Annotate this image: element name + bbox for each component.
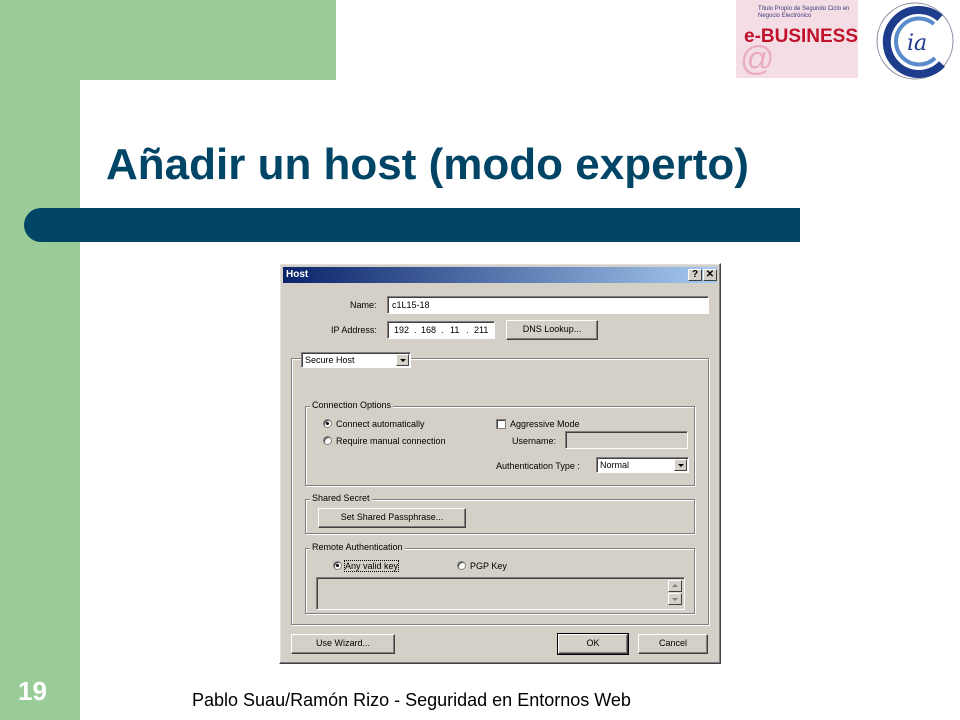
ip-octet-3: 11	[450, 325, 460, 335]
auth-type-select[interactable]	[596, 457, 689, 473]
connect-automatically-label[interactable]: Connect automatically	[336, 419, 425, 429]
chevron-down-icon[interactable]	[674, 459, 687, 471]
auth-type-label: Authentication Type :	[496, 461, 580, 471]
username-field[interactable]	[565, 431, 688, 449]
green-header-band	[0, 0, 336, 80]
aggressive-mode-label[interactable]: Aggressive Mode	[510, 419, 580, 429]
connection-options-title: Connection Options	[312, 400, 392, 410]
pgp-key-label[interactable]: PGP Key	[470, 561, 507, 571]
cancel-button[interactable]: Cancel	[638, 634, 708, 654]
footer-text: Pablo Suau/Ramón Rizo - Seguridad en Entornos Web	[192, 690, 631, 710]
any-valid-key-label[interactable]: Any valid key	[345, 561, 399, 571]
ip-address-field[interactable]	[387, 321, 495, 339]
ok-button[interactable]: OK	[558, 634, 628, 654]
manual-connection-label[interactable]: Require manual connection	[336, 436, 446, 446]
remote-auth-title: Remote Authentication	[312, 542, 403, 552]
use-wizard-button[interactable]: Use Wizard...	[291, 634, 395, 654]
ip-address-label: IP Address:	[331, 325, 377, 335]
ia-logo-text: ia	[907, 31, 928, 56]
dialog-titlebar[interactable]	[283, 267, 717, 283]
close-button[interactable]: ✕	[703, 269, 717, 281]
set-passphrase-button[interactable]: Set Shared Passphrase...	[318, 508, 466, 528]
title-underline-bar	[24, 208, 800, 242]
ebusiness-logo-text: e-BUSINESS	[744, 26, 858, 47]
ip-octet-2: 168	[421, 325, 437, 335]
auth-type-value: Normal	[600, 460, 630, 470]
at-sign-icon: @	[740, 40, 775, 78]
name-field[interactable]: c1L15-18	[387, 296, 709, 314]
scroll-up-icon[interactable]	[668, 580, 682, 592]
any-valid-key-radio[interactable]	[333, 561, 342, 570]
host-type-value: Secure Host	[305, 355, 355, 365]
aggressive-mode-checkbox[interactable]	[496, 419, 506, 429]
manual-connection-radio[interactable]	[323, 436, 332, 445]
ip-octet-1: 192	[394, 325, 410, 335]
ip-octet-4: 211	[474, 325, 489, 335]
dns-lookup-button[interactable]: DNS Lookup...	[506, 320, 598, 340]
ip-dot: .	[414, 325, 417, 335]
ip-dot: .	[441, 325, 444, 335]
ia-logo	[870, 0, 960, 82]
green-sidebar	[0, 0, 80, 720]
chevron-down-icon[interactable]	[396, 354, 409, 366]
key-list[interactable]	[316, 577, 685, 610]
scroll-down-icon[interactable]	[668, 593, 682, 605]
page-number: 19	[18, 676, 47, 706]
help-button[interactable]: ?	[688, 269, 702, 281]
ebusiness-logo	[736, 0, 858, 78]
host-type-select[interactable]	[301, 352, 411, 368]
shared-secret-title: Shared Secret	[312, 493, 370, 503]
host-dialog	[279, 263, 721, 664]
ip-dot: .	[466, 325, 469, 335]
pgp-key-radio[interactable]	[457, 561, 466, 570]
name-label: Name:	[350, 300, 377, 310]
connect-automatically-radio[interactable]	[323, 419, 332, 428]
username-label: Username:	[512, 436, 557, 446]
ebusiness-logo-caption: Título Propio de Segundo Ciclo en Negocio Electrónico	[758, 6, 850, 19]
slide-title: Añadir un host (modo experto)	[106, 140, 749, 189]
dialog-title: Host	[286, 269, 309, 280]
